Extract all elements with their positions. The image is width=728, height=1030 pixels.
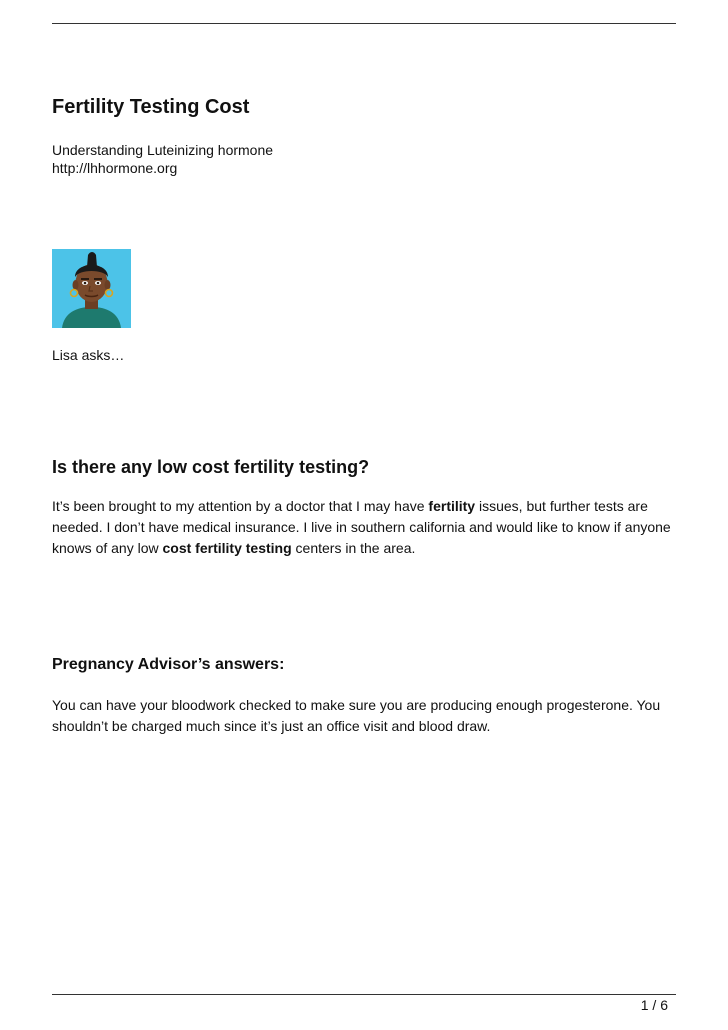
page-number: 1 / 6: [640, 997, 668, 1013]
question-text-2: issues, but further tests are needed. I don’t have medical insurance. I live in southern california and would like to know if anyone knows of any low: [52, 498, 671, 556]
keyword-link-cost-fertility-testing[interactable]: cost fertility testing: [162, 540, 292, 556]
question-text-1: It’s been brought to my attention by a doctor that I may have: [52, 498, 429, 514]
bottom-divider: [52, 994, 676, 995]
avatar-icon: [52, 249, 131, 328]
asker-label: Lisa asks…: [52, 347, 125, 363]
keyword-link-fertility[interactable]: fertility: [428, 498, 476, 514]
question-text-3: centers in the area.: [291, 540, 416, 556]
question-body: [52, 496, 676, 559]
site-link[interactable]: http://lhhormone.org: [52, 160, 178, 176]
top-divider: [52, 23, 676, 24]
page-title: Fertility Testing Cost: [52, 96, 250, 118]
question-heading: Is there any low cost fertility testing?: [52, 457, 370, 477]
answers-heading: Pregnancy Advisor’s answers:: [52, 656, 285, 673]
answer-body: You can have your bloodwork checked to make sure you are producing enough progesterone. You shouldn’t be charged much since it’s just an office visit and blood draw.: [52, 697, 661, 734]
site-subtitle: Understanding Luteinizing hormone: [52, 142, 274, 158]
